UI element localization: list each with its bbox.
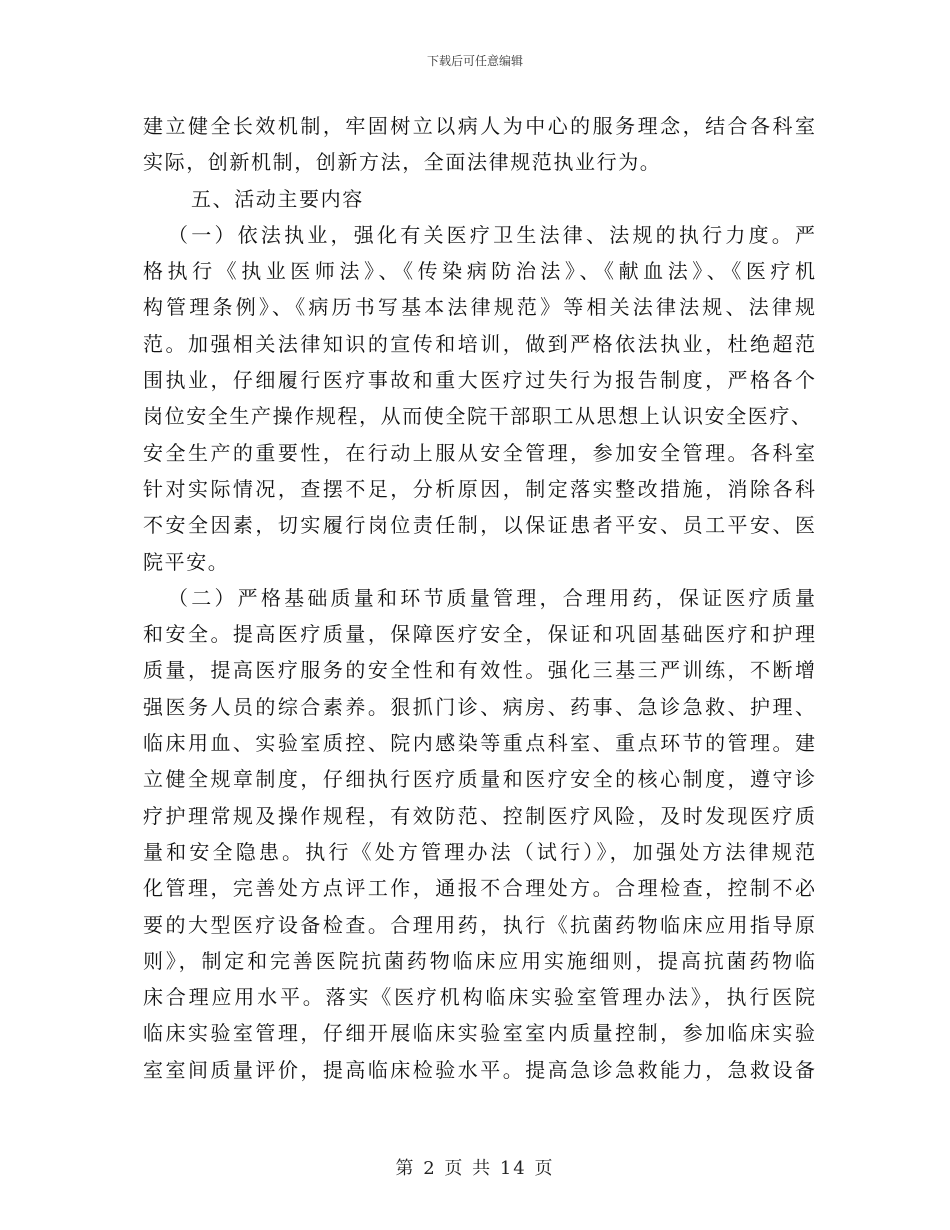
paragraph-line: 质量，提高医疗服务的安全性和有效性。强化三基三严训练，不断增: [143, 658, 815, 683]
paragraph-line: 临床用血、实验室质控、院内感染等重点科室、重点环节的管理。建: [143, 731, 815, 756]
paragraph-line: 范。加强相关法律知识的宣传和培训，做到严格依法执业，杜绝超范: [143, 331, 815, 356]
paragraph-line: 化管理，完善处方点评工作，通报不合理处方。合理检查，控制不必: [143, 876, 815, 901]
paragraph-line: （一）依法执业，强化有关医疗卫生法律、法规的执行力度。严: [168, 222, 815, 247]
paragraph-line: 格执行《执业医师法》、《传染病防治法》、《献血法》、《医疗机: [143, 259, 815, 284]
section-heading: 五、活动主要内容: [191, 186, 364, 211]
paragraph-line: 岗位安全生产操作规程，从而使全院干部职工从思想上认识安全医疗、: [143, 404, 813, 429]
paragraph-line: 针对实际情况，查摆不足，分析原因，制定落实整改措施，消除各科: [143, 476, 815, 501]
paragraph-line: 室室间质量评价，提高临床检验水平。提高急诊急救能力，急救设备: [143, 1057, 815, 1082]
paragraph-line: （二）严格基础质量和环节质量管理，合理用药，保证医疗质量: [168, 585, 815, 610]
paragraph-line: 构管理条例》、《病历书写基本法律规范》等相关法律法规、法律规: [143, 295, 815, 320]
page-header: 下载后可任意编辑: [426, 54, 523, 68]
paragraph-line: 床合理应用水平。落实《医疗机构临床实验室管理办法》，执行医院: [143, 985, 815, 1010]
paragraph-line: 量和安全隐患。执行《处方管理办法（试行）》，加强处方法律规范: [143, 839, 815, 864]
paragraph-line: 要的大型医疗设备检查。合理用药，执行《抗菌药物临床应用指导原: [143, 912, 815, 937]
page-number-footer: 第 2 页 共 14 页: [395, 1158, 555, 1179]
paragraph-line: 建立健全长效机制，牢固树立以病人为中心的服务理念，结合各科室: [143, 114, 815, 138]
paragraph-line: 和安全。提高医疗质量，保障医疗安全，保证和巩固基础医疗和护理: [143, 622, 815, 647]
paragraph-line: 临床实验室管理，仔细开展临床实验室室内质量控制，参加临床实验: [143, 1021, 815, 1046]
document-body: [143, 108, 815, 1088]
paragraph-line: 实际，创新机制，创新方法，全面法律规范执业行为。: [143, 150, 662, 175]
paragraph-line: 围执业，仔细履行医疗事故和重大医疗过失行为报告制度，严格各个: [143, 368, 815, 393]
paragraph-line: 强医务人员的综合素养。狠抓门诊、病房、药事、急诊急救、护理、: [143, 694, 815, 719]
paragraph-line: 院平安。: [143, 549, 230, 574]
paragraph-line: 不安全因素，切实履行岗位责任制，以保证患者平安、员工平安、医: [143, 513, 815, 538]
paragraph-line: 安全生产的重要性，在行动上服从安全管理，参加安全管理。各科室: [143, 440, 815, 465]
paragraph-line: 则》，制定和完善医院抗菌药物临床应用实施细则，提高抗菌药物临: [143, 948, 815, 973]
paragraph-line: 立健全规章制度，仔细执行医疗质量和医疗安全的核心制度，遵守诊: [143, 767, 815, 792]
paragraph-line: 疗护理常规及操作规程，有效防范、控制医疗风险，及时发现医疗质: [143, 803, 815, 828]
